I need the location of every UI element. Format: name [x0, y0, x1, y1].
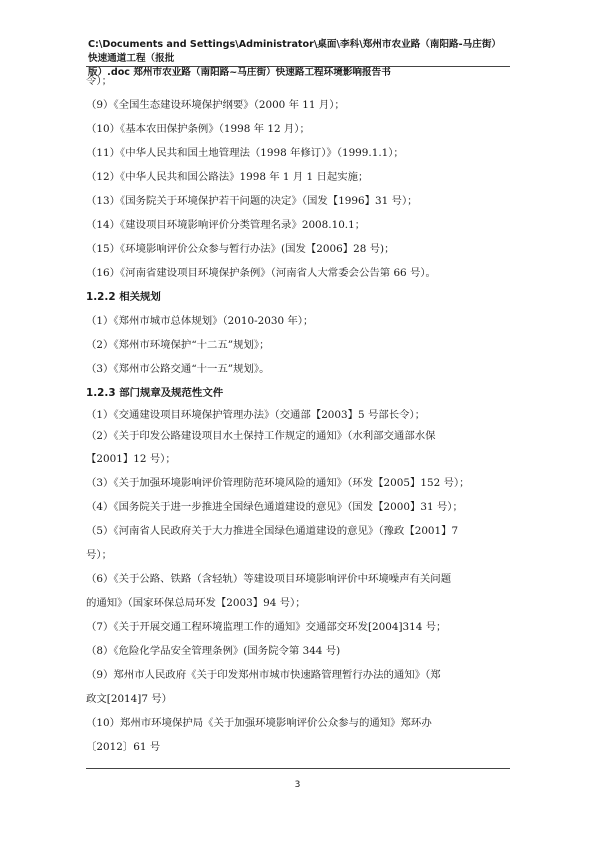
text-line: （1）《交通建设项目环境保护管理办法》（交通部【2003】5 号部长令）； — [86, 409, 426, 421]
text-line: （2）《关于印发公路建设项目水土保持工作规定的通知》（水利部交通部水保 — [86, 430, 436, 442]
text-line: 令）； — [86, 75, 112, 87]
text-line: （11）《中华人民共和国土地管理法（1998 年修订）》（1999.1.1）； — [86, 147, 404, 159]
text-line: （9）《全国生态建设环境保护纲要》（2000 年 11 月）； — [86, 99, 345, 111]
section-heading: 1.2.2 相关规划 — [86, 291, 161, 303]
text-line: （4）《国务院关于进一步推进全国绿色通道建设的意见》（国发【2000】31 号）； — [86, 501, 463, 513]
text-line: （8）《危险化学品安全管理条例》(国务院令第 344 号) — [86, 645, 341, 657]
text-line: （5）《河南省人民政府关于大力推进全国绿色通道建设的意见》（豫政【2001】7 — [86, 525, 459, 537]
page-number: 3 — [294, 780, 301, 790]
text-line: 的通知》（国家环保总局环发【2003】94 号）； — [86, 597, 306, 609]
text-line: 〔2012〕61 号 — [86, 741, 161, 753]
text-line: 政文[2014]7 号） — [86, 693, 173, 705]
text-line: （1）《郑州市城市总体规划》（2010-2030 年）； — [86, 315, 314, 327]
text-line: （13）《国务院关于环境保护若干问题的决定》（国发【1996】31 号）； — [86, 195, 418, 207]
text-line: （12）《中华人民共和国公路法》1998 年 1 月 1 日起实施； — [86, 171, 369, 183]
text-line: 号）； — [86, 549, 112, 561]
text-line: （15）《环境影响评价公众参与暂行办法》(国发【2006】28 号)； — [86, 243, 395, 255]
text-line: （9）郑州市人民政府《关于印发郑州市城市快速路管理暂行办法的通知》（郑 — [86, 669, 441, 681]
text-line: （14）《建设项目环境影响评价分类管理名录》2008.10.1； — [86, 219, 366, 231]
text-line: （3）《关于加强环境影响评价管理防范环境风险的通知》（环发【2005】152 号）； — [86, 477, 470, 489]
text-line: （2）《郑州市环境保护“十二五”规划》； — [86, 339, 270, 351]
header-path-line-2: 版）.doc 郑州市农业路（南阳路~马庄街）快速路工程环境影响报告书 — [88, 67, 391, 78]
footer-divider — [86, 768, 510, 769]
text-line: （16）《河南省建设项目环境保护条例》（河南省人大常委会公告第 66 号）。 — [86, 267, 436, 279]
section-heading: 1.2.3 部门规章及规范性文件 — [86, 387, 224, 399]
document-body — [86, 69, 510, 759]
text-line: （7）《关于开展交通工程环境监理工作的通知》交通部交环发[2004]314 号； — [86, 621, 447, 633]
text-line: 【2001】12 号）； — [86, 453, 176, 465]
header-path-line-1: C:\Documents and Settings\Administrator\桌面\李科\郑州市农业路（南阳路-马庄街）快速通道工程（报批 — [88, 39, 502, 64]
text-line: （10）《基本农田保护条例》（1998 年 12 月）； — [86, 123, 310, 135]
header-divider — [86, 66, 510, 67]
text-line: （6）《关于公路、铁路（含轻轨）等建设项目环境影响评价中环境噪声有关问题 — [86, 573, 452, 585]
text-line: （10）郑州市环境保护局《关于加强环境影响评价公众参与的通知》郑环办 — [86, 717, 432, 729]
text-line: （3）《郑州市公路交通“十一五”规划》。 — [86, 363, 270, 375]
